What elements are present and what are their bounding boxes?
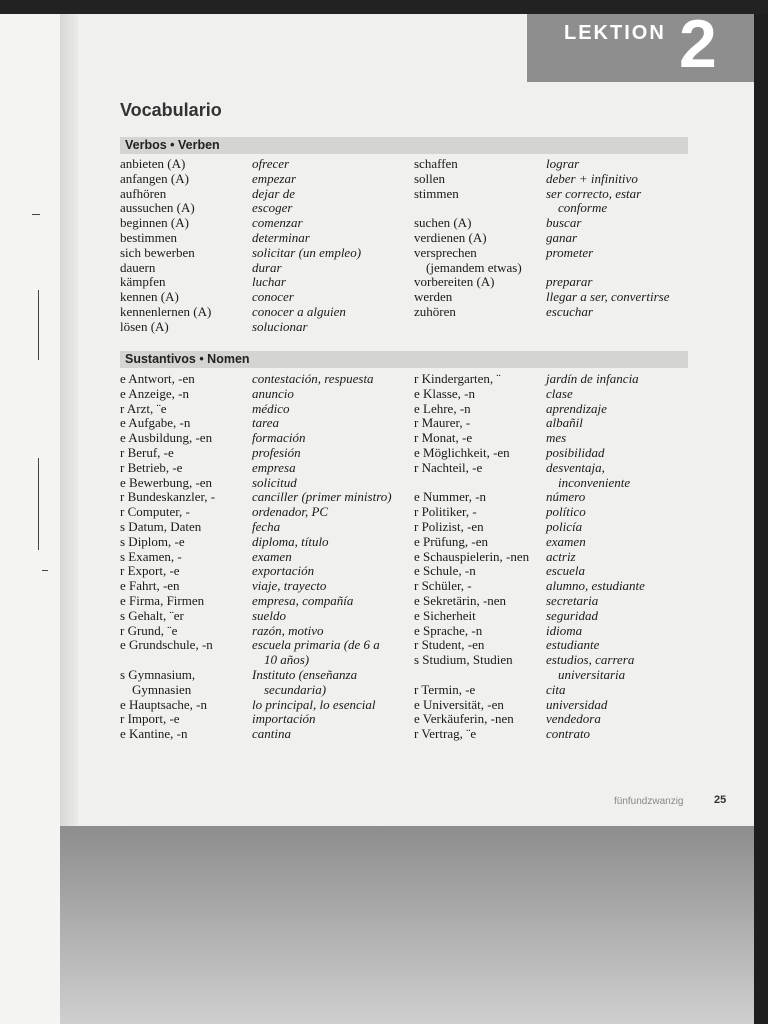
vocab-entry: médico (252, 400, 290, 416)
vocab-entry: e Prüfung, -en (414, 533, 489, 549)
vocab-entry: viaje, trayecto (252, 578, 327, 594)
vocab-entry: lograr (546, 156, 580, 171)
vocab-entry: razón, motivo (252, 622, 324, 638)
vocab-entry: vendedora (546, 711, 601, 727)
vocab-entry: r Polizist, -en (414, 518, 484, 534)
page-title: Vocabulario (120, 100, 222, 120)
vocab-entry: anbieten (A) (120, 156, 186, 171)
vocab-entry: s Datum, Daten (120, 518, 202, 534)
page-number-word: fünfundzwanzig (614, 796, 684, 807)
vocab-entry: fecha (252, 518, 281, 534)
vocab-entry: solicitud (252, 474, 297, 490)
vocab-entry (546, 261, 669, 276)
vocab-entry: secretaria (546, 592, 599, 608)
vocab-entry: luchar (252, 274, 286, 290)
vocab-entry: e Nummer, -n (414, 489, 487, 505)
margin-bracket (38, 290, 39, 360)
vocab-entry: r Export, -e (120, 563, 180, 579)
vocab-entry: r Grund, ¨e (120, 622, 178, 638)
vocab-entry: anfangen (A) (120, 170, 189, 186)
vocab-entry: suchen (A) (414, 215, 472, 231)
scan-border-top (0, 0, 768, 14)
vocab-entry: e Hauptsache, -n (120, 696, 207, 712)
vocab-entry: s Diplom, -e (120, 533, 185, 549)
margin-mark (42, 570, 48, 571)
vocab-entry: dejar de (252, 185, 295, 201)
vocab-entry: e Schule, -n (414, 563, 476, 579)
vocab-entry: escuchar (546, 303, 593, 319)
vocab-entry (120, 653, 215, 668)
vocab-entry: policía (546, 518, 583, 534)
vocab-entry: llegar a ser, convertirse (546, 289, 670, 305)
vocab-entry: beginnen (A) (120, 215, 189, 231)
vocab-entry: e Bewerbung, -en (120, 474, 213, 490)
vocab-entry: ganar (546, 229, 578, 245)
vocab-entry: kämpfen (120, 274, 166, 290)
vocab-entry: r Politiker, - (414, 504, 477, 520)
vocab-entry: escuela (546, 563, 585, 579)
vocab-entry: albañil (546, 415, 583, 431)
vocab-entry: r Import, -e (120, 711, 180, 727)
vocab-entry: e Sicherheit (414, 607, 476, 623)
vocab-entry: canciller (primer ministro) (252, 489, 392, 505)
vocab-entry: r Schüler, - (414, 578, 472, 594)
page-number: 25 (714, 794, 727, 806)
vocab-entry: r Kindergarten, ¨ (414, 371, 501, 386)
margin-bracket (38, 458, 39, 550)
vocab-entry: ofrecer (252, 156, 290, 171)
lektion-header-box (527, 6, 754, 82)
vocab-entry: s Gehalt, ¨er (120, 607, 184, 623)
vocab-entry: contrato (546, 726, 591, 742)
vocab-entry: e Lehre, -n (414, 400, 471, 416)
vocab-entry: solucionar (252, 318, 308, 334)
nouns-heading: Sustantivos • Nomen (120, 351, 688, 368)
vocab-entry: r Student, -en (414, 637, 485, 653)
scanner-background (60, 826, 754, 1024)
vocab-entry: empresa (252, 459, 296, 475)
vocab-entry: empezar (252, 170, 297, 186)
vocab-entry: vorbereiten (A) (414, 274, 495, 290)
vocab-entry: clase (546, 385, 573, 401)
vocab-entry: comenzar (252, 215, 303, 231)
vocab-entry: secundaria) (264, 681, 327, 697)
vocab-entry: e Sprache, -n (414, 622, 483, 638)
vocab-entry: formación (252, 430, 306, 446)
vocab-entry: stimmen (414, 185, 459, 201)
verbs-heading: Verbos • Verben (120, 137, 688, 154)
vocab-entry: kennen (A) (120, 289, 179, 305)
vocab-entry: aussuchen (A) (120, 200, 195, 216)
verbs-spanish-right (546, 157, 669, 320)
vocab-entry: jardín de infancia (546, 371, 639, 386)
vocab-entry: r Vertrag, ¨e (414, 726, 477, 742)
vocab-entry: r Nachteil, -e (414, 459, 483, 475)
vocab-entry: e Klasse, -n (414, 385, 476, 401)
vocab-entry: universitaria (558, 666, 626, 682)
vocab-entry: e Schauspielerin, -nen (414, 548, 530, 564)
nouns-spanish-right (546, 372, 645, 742)
vocab-entry: determinar (252, 229, 310, 245)
vocab-entry: ordenador, PC (252, 504, 329, 520)
vocab-entry: anuncio (252, 385, 294, 401)
vocab-entry (414, 476, 529, 491)
verbs-spanish-left (252, 157, 361, 335)
vocab-entry: prometer (546, 244, 594, 260)
vocab-entry: e Aufgabe, -n (120, 415, 191, 431)
vocab-entry: r Beruf, -e (120, 444, 174, 460)
scan-border-right (754, 14, 768, 1024)
vocab-entry: e Firma, Firmen (120, 592, 205, 608)
lektion-number: 2 (679, 6, 717, 82)
vocab-entry: desventaja, (546, 459, 605, 475)
vocab-entry: preparar (546, 274, 593, 290)
vocab-entry: r Bundeskanzler, - (120, 489, 216, 505)
vocab-entry: estudios, carrera (546, 652, 635, 668)
nouns-german-right (414, 372, 529, 742)
vocab-entry: conforme (558, 200, 608, 216)
vocab-entry: actriz (546, 548, 576, 564)
vocab-entry: bestimmen (120, 229, 178, 245)
vocab-entry: aprendizaje (546, 400, 607, 416)
vocab-entry: kennenlernen (A) (120, 303, 212, 319)
vocab-entry: e Grundschule, -n (120, 637, 213, 653)
vocab-entry: 10 años) (264, 652, 310, 668)
vocab-entry: (jemandem etwas) (426, 259, 522, 275)
vocab-entry: seguridad (546, 607, 598, 623)
vocab-entry: sollen (414, 170, 446, 186)
vocab-entry: aufhören (120, 185, 167, 201)
vocab-entry: importación (252, 711, 316, 727)
vocab-entry: contestación, respuesta (252, 371, 374, 386)
vocab-entry: s Examen, - (120, 548, 182, 564)
vocab-entry: alumno, estudiante (546, 578, 645, 594)
vocab-entry: ser correcto, estar (546, 185, 642, 201)
margin-mark (32, 214, 40, 215)
vocab-entry: lo principal, lo esencial (252, 696, 376, 712)
vocab-entry: inconveniente (558, 474, 631, 490)
vocab-entry: buscar (546, 215, 582, 231)
vocab-entry: sueldo (252, 607, 286, 623)
facing-page-edge (0, 14, 60, 1024)
vocab-entry: dauern (120, 259, 156, 275)
vocab-entry: examen (252, 548, 292, 564)
vocab-entry: cita (546, 681, 566, 697)
vocab-entry: número (546, 489, 586, 505)
vocab-entry: deber + infinitivo (546, 170, 638, 186)
vocab-entry: r Arzt, ¨e (120, 400, 167, 416)
vocab-entry: durar (252, 259, 282, 275)
vocab-entry: e Antwort, -en (120, 371, 195, 386)
vocab-entry: e Fahrt, -en (120, 578, 180, 594)
nouns-german-left (120, 372, 215, 742)
vocab-entry: zuhören (414, 303, 456, 319)
vocab-entry: r Computer, - (120, 504, 190, 520)
vocab-entry: e Sekretärin, -nen (414, 592, 507, 608)
vocab-entry: universidad (546, 696, 608, 712)
vocab-entry: r Termin, -e (414, 681, 476, 697)
vocab-entry: conocer a alguien (252, 303, 346, 319)
vocab-entry: profesión (252, 444, 301, 460)
vocab-entry: e Kantine, -n (120, 726, 188, 742)
vocab-entry: e Verkäuferin, -nen (414, 711, 514, 727)
verbs-german-left (120, 157, 211, 335)
vocab-entry: r Maurer, - (414, 415, 471, 431)
vocab-entry: político (546, 504, 586, 520)
vocab-entry: schaffen (414, 156, 458, 171)
vocab-entry: s Studium, Studien (414, 652, 513, 668)
vocab-entry: verdienen (A) (414, 229, 487, 245)
vocab-entry: cantina (252, 726, 291, 742)
nouns-spanish-left (252, 372, 392, 742)
vocab-entry: idioma (546, 622, 583, 638)
lektion-label: LEKTION (564, 22, 666, 44)
vocab-entry: e Anzeige, -n (120, 385, 189, 401)
vocab-entry: s Gymnasium, (120, 666, 196, 682)
vocab-entry: escuela primaria (de 6 a (252, 637, 380, 653)
vocab-entry: e Ausbildung, -en (120, 430, 213, 446)
vocab-entry: r Betrieb, -e (120, 459, 183, 475)
vocab-entry (414, 201, 522, 216)
vocab-entry: posibilidad (546, 444, 605, 460)
vocab-entry: lösen (A) (120, 318, 169, 334)
vocab-entry: e Möglichkeit, -en (414, 444, 510, 460)
vocab-entry: mes (546, 430, 567, 446)
vocab-entry: Gymnasien (132, 681, 192, 697)
vocab-entry: solicitar (un empleo) (252, 244, 362, 260)
vocab-entry: escoger (252, 200, 293, 216)
vocab-entry: examen (546, 533, 586, 549)
vocab-entry: tarea (252, 415, 279, 431)
vocab-entry: empresa, compañía (252, 592, 354, 608)
vocab-entry: e Universität, -en (414, 696, 504, 712)
vocab-entry: conocer (252, 289, 294, 305)
vocab-entry: r Monat, -e (414, 430, 473, 446)
vocab-entry: Instituto (enseñanza (252, 666, 358, 682)
vocab-entry (414, 668, 529, 683)
vocab-entry: estudiante (546, 637, 600, 653)
vocab-entry: exportación (252, 563, 315, 579)
verbs-german-right (414, 157, 522, 320)
vocab-entry: versprechen (414, 244, 477, 260)
vocab-entry: werden (414, 289, 453, 305)
vocab-entry: diploma, título (252, 533, 329, 549)
vocab-entry: sich bewerben (120, 244, 195, 260)
